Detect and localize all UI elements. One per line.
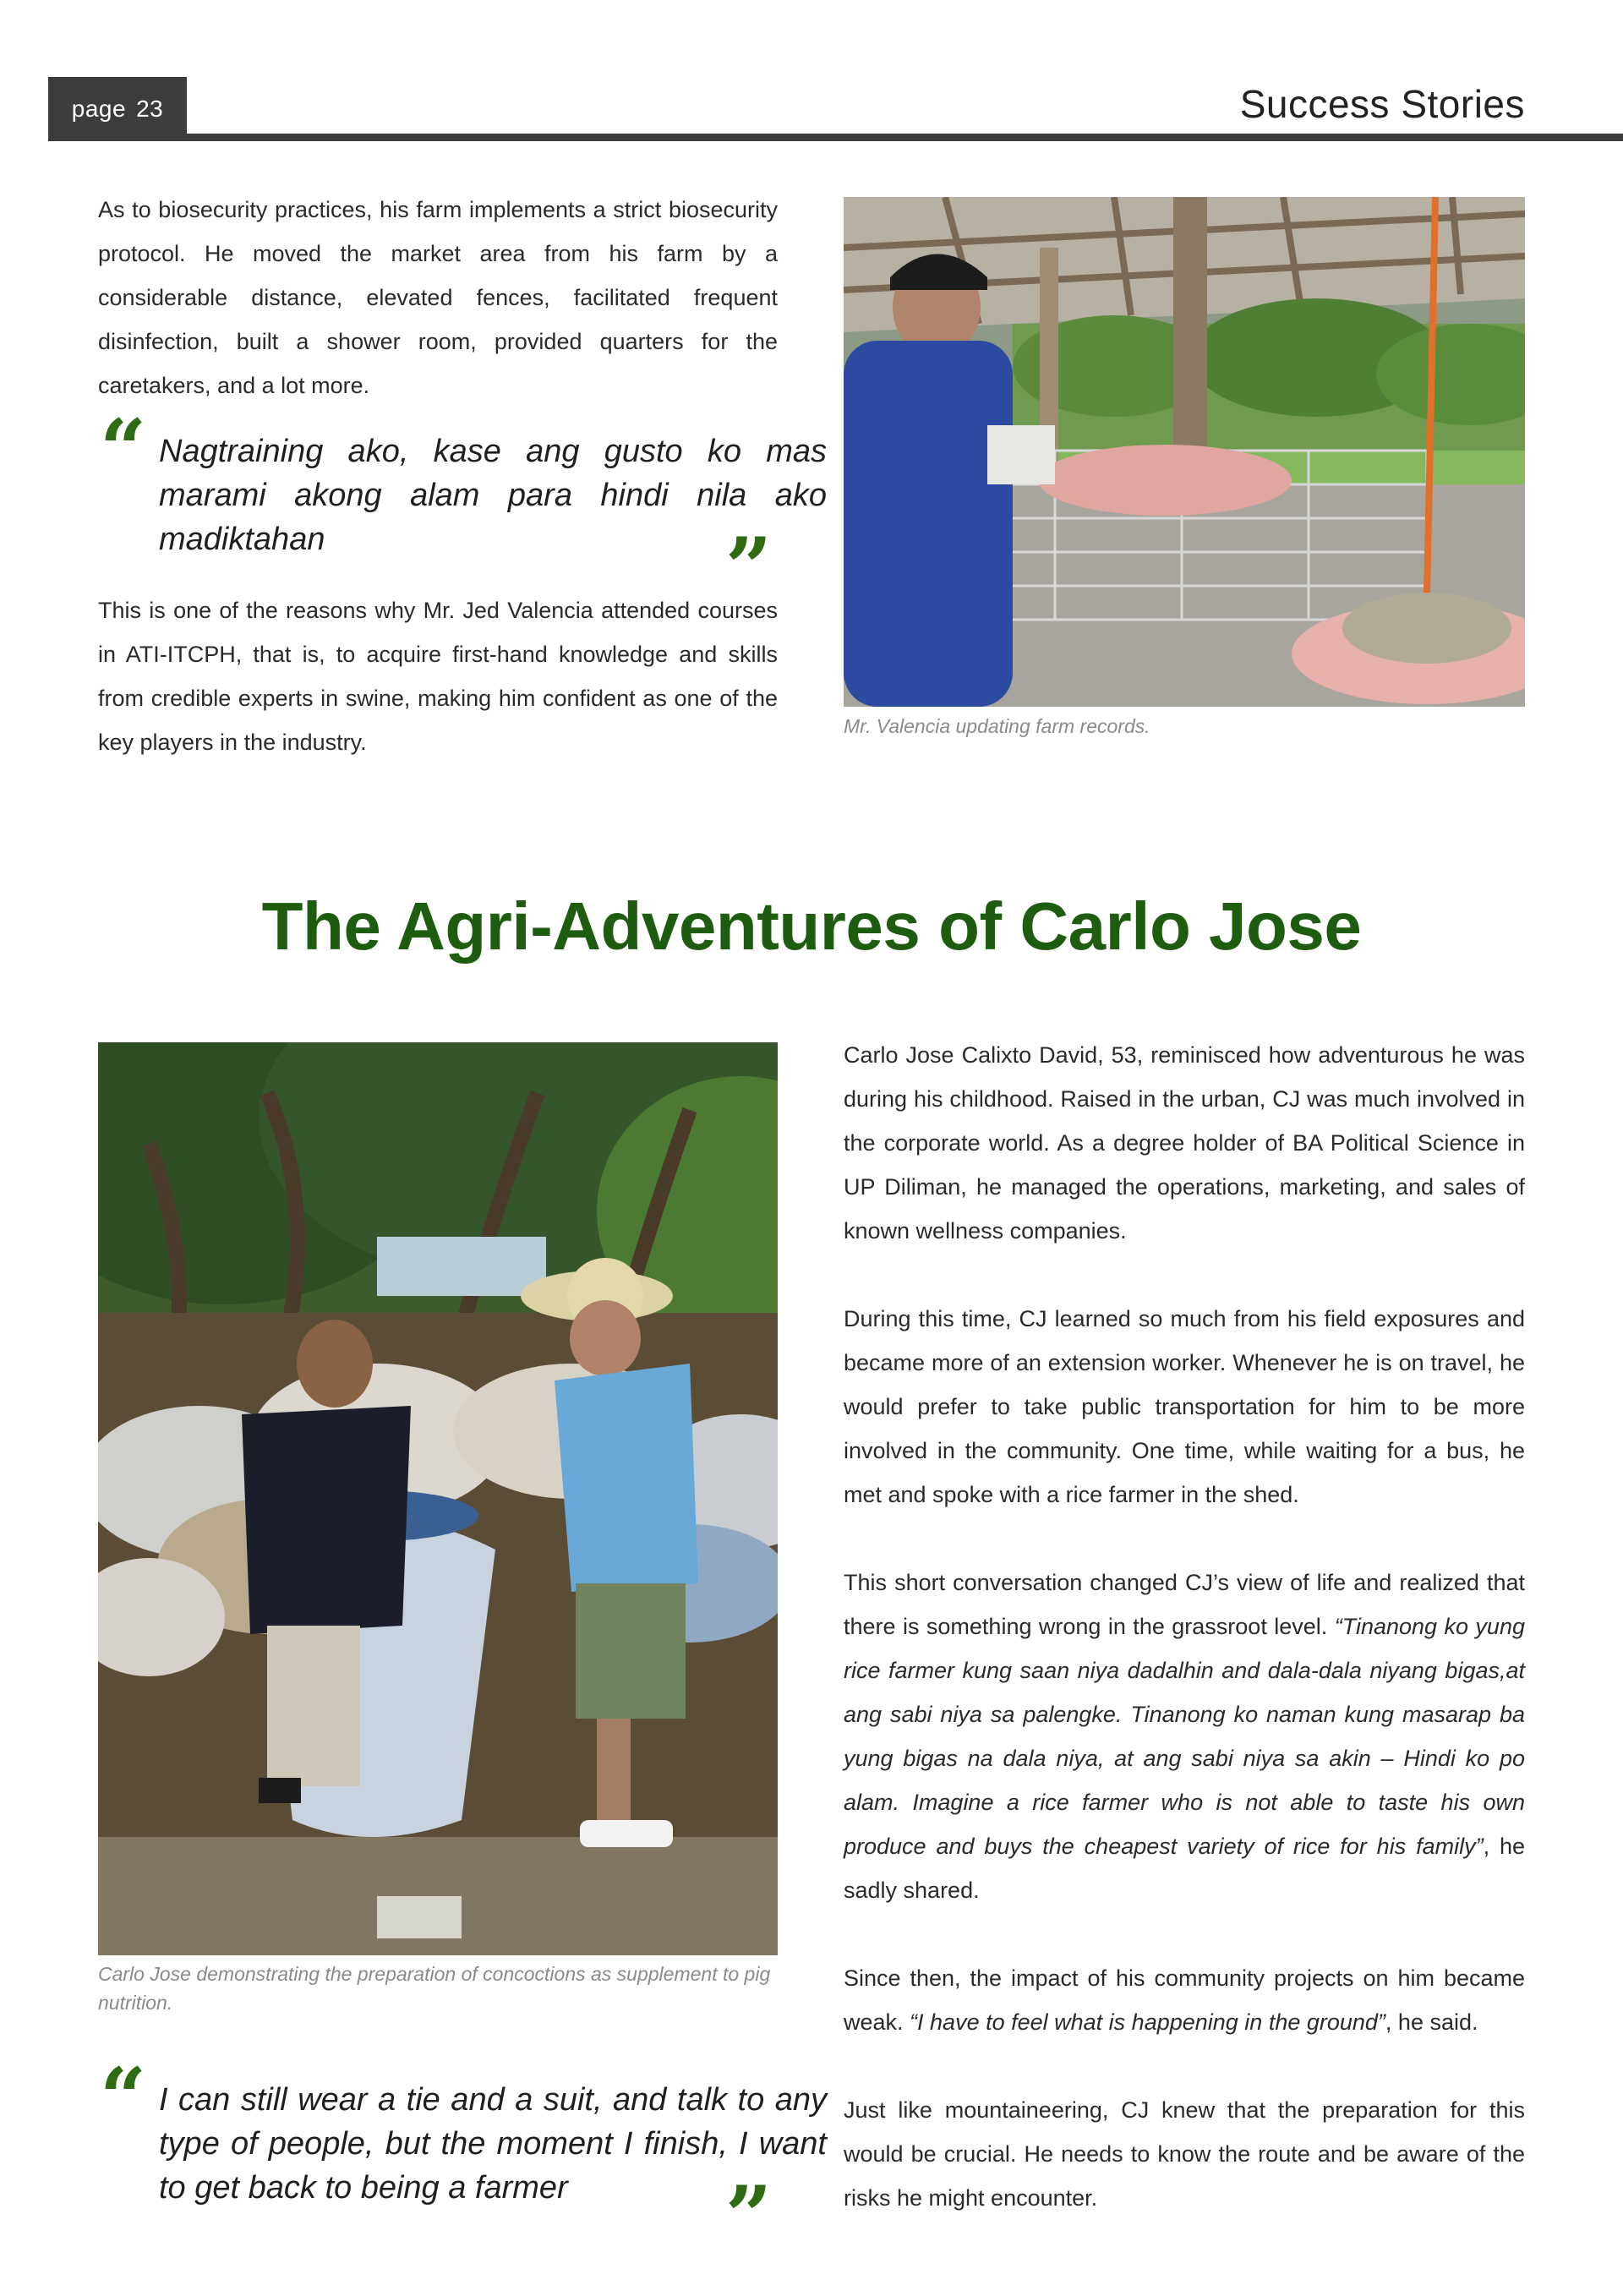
photo-valencia-farm-records — [844, 197, 1525, 707]
biosecurity-paragraph: As to biosecurity practices, his farm implements a strict biosecurity protocol. He moved the market area from his farm by a considerable distance, elevated fences, facilitated frequent disinfection, built a shower room, provided quarters for the caretakers, and a lot more. — [98, 197, 778, 398]
article-paragraph-5: Just like mountaineering, CJ knew that the preparation for this would be crucial. He needs to know the route and be aware of the risks he might encounter. — [844, 2097, 1525, 2211]
photo-carlo-jose-demo — [98, 1042, 778, 1955]
article-body — [844, 1033, 1525, 2264]
paragraph-4-lead: Since then, the impact of his community projects on him became weak. — [844, 1965, 1525, 2035]
paragraph-3-lead: This short conversation changed CJ’s view of life and realized that there is something wrong in the grassroot level. — [844, 1570, 1525, 1639]
close-quote-icon: ” — [725, 520, 773, 615]
photo-valencia-caption: Mr. Valencia updating farm records. — [844, 715, 1150, 737]
paragraph-4-tail: , he said. — [1385, 2009, 1478, 2035]
article-paragraph-3 — [844, 1561, 1525, 1912]
valencia-training-paragraph: This is one of the reasons why Mr. Jed Valencia attended courses in ATI-ITCPH, that is, to acquire first-hand knowledge and skills from credible experts in swine, making him confident as one of the key players in the industry. — [98, 598, 778, 755]
pig-pen-illustration — [844, 197, 1525, 707]
article-paragraph-4 — [844, 1956, 1525, 2044]
paragraph-4-quote: “I have to feel what is happening in the ground” — [910, 2009, 1385, 2035]
paragraph-3-quote: “Tinanong ko yung rice farmer kung saan niya dadalhin and dala-dala niyang bigas,at ang sabi niya sa palengke. Tinanong ko naman kung masarap ba yung bigas na dala niya, at ang sabi niya sa akin – Hindi ko po alam. Imagine a rice farmer who is not able to taste his own produce and buys the cheapest variety of rice for his family” — [844, 1614, 1525, 1859]
section-title: Success Stories — [1239, 82, 1525, 126]
photo-carlo-caption: Carlo Jose demonstrating the preparation of concoctions as supplement to pig nutrition. — [98, 1963, 771, 2014]
header-rule — [48, 134, 1623, 141]
article-title: The Agri-Adventures of Carlo Jose — [261, 888, 1362, 964]
open-quote-icon: “ — [100, 2050, 147, 2146]
paragraph-3-tail: , he sadly shared. — [844, 1834, 1525, 1903]
article-paragraph-1: Carlo Jose Calixto David, 53, reminisced how adventurous he was during his childhood. Raised in the urban, CJ was much involved in the corporate world. As a degree holder of BA Political Science in UP Diliman, he managed the operations, marketing, and sales of known wellness companies. — [844, 1042, 1525, 1244]
page-label: page — [71, 96, 127, 122]
page-number: 23 — [136, 96, 164, 122]
article-paragraph-2: During this time, CJ learned so much from his field exposures and became more of an extension worker. Whenever he is on travel, he would prefer to take public transportation for him to be more involved in the community. One time, while waiting for a bus, he met and spoke with a rice farmer in the shed. — [844, 1306, 1525, 1507]
page-number-tab — [48, 77, 187, 141]
quote-text: I can still wear a tie and a suit, and talk to any type of people, but the moment I finish, I want to get back to being a farmer — [159, 2082, 827, 2206]
pull-quote-valencia — [98, 402, 827, 615]
quote-text: Nagtraining ako, kase ang gusto ko mas marami akong alam para hindi nila ako madiktahan — [159, 434, 827, 557]
concoction-demo-illustration — [98, 1042, 778, 1955]
pull-quote-carlo — [98, 2050, 827, 2264]
open-quote-icon: “ — [100, 402, 147, 497]
close-quote-icon: ” — [725, 2168, 773, 2264]
